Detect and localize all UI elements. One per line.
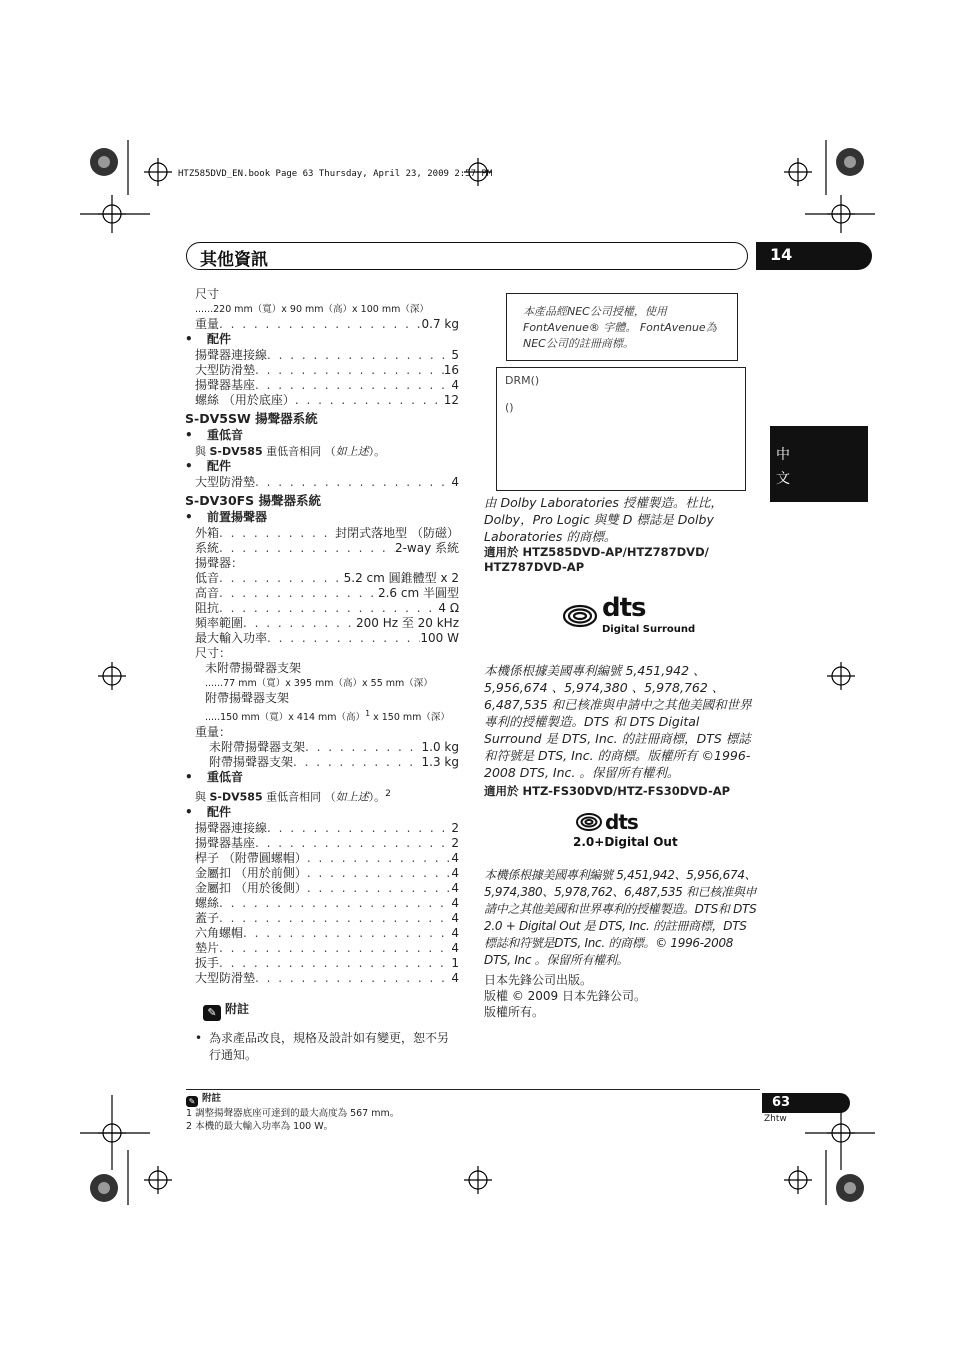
spec-row: 揚聲器基座 . . . 4 bbox=[195, 378, 459, 393]
spec-row: 蓋子 . . . 4 bbox=[195, 911, 459, 926]
sw-same: 與 S-DV585 重低音相同 （如上述）。 bbox=[195, 445, 386, 458]
fs-weight-list bbox=[195, 740, 459, 770]
note-heading: ✎ 附註 bbox=[203, 1002, 459, 1024]
pub-1: 日本先鋒公司出版。 bbox=[484, 973, 593, 987]
dts-disc-icon bbox=[562, 603, 598, 629]
sw-title: S-DV5SW 揚聲器系統 bbox=[185, 411, 318, 426]
size-label: 尺寸 bbox=[195, 287, 220, 301]
chapter-badge: 14 bbox=[756, 242, 872, 270]
note-icon: ✎ bbox=[203, 1005, 221, 1021]
footer-rule bbox=[186, 1089, 760, 1090]
left-column bbox=[185, 287, 459, 1064]
fs-specs2 bbox=[195, 571, 459, 646]
dts-digital-out-logo bbox=[575, 812, 638, 832]
footnote-icon: ✎ bbox=[186, 1096, 198, 1107]
acc1-title: • 配件 bbox=[185, 332, 459, 348]
drm-box bbox=[496, 367, 746, 491]
fs-size-label: 尺寸： bbox=[195, 646, 232, 660]
footnote-heading: ✎ 附註 bbox=[186, 1092, 399, 1107]
spec-row: 大型防滑墊 . . . 4 bbox=[195, 475, 459, 490]
pub-2: 版權 © 2009 日本先鋒公司。 bbox=[484, 989, 646, 1003]
fs-weight-label: 重量： bbox=[195, 725, 232, 740]
page-number-badge: 63 bbox=[762, 1093, 850, 1113]
speaker-label: 揚聲器： bbox=[195, 556, 244, 570]
footnotes bbox=[186, 1092, 399, 1133]
header-bar bbox=[186, 242, 748, 270]
spec-row: 外箱 . . . 封閉式落地型 （防磁） bbox=[195, 526, 459, 541]
sw-acc-title: • 配件 bbox=[185, 459, 459, 475]
fs-acc-list bbox=[195, 821, 459, 986]
note-body: • 為求產品改良，規格及設計如有變更，恕不另行通知。 bbox=[195, 1030, 450, 1062]
drm-title: DRM() bbox=[505, 374, 540, 387]
dts2-text: 本機係根據美國專利編號 5,451,942、5,956,674、5,974,380、5,978,762、6,487,535 和已核准與申請中之其他美國和世界專利的授權製造。DTS和 DTS 2.0 + Digital Out 是 DTS, Inc. 的註冊商標，DTS 標誌和符號是DTS, Inc. 的商標。© 1996-2008 DTS, Inc 。保留所有權利。 bbox=[484, 868, 757, 967]
fs-same: 與 S-DV585 重低音相同 （如上述）。$^2$ bbox=[195, 788, 391, 804]
spec-row: 未附帶揚聲器支架 . . . 1.0 kg bbox=[209, 740, 459, 755]
language-tab bbox=[770, 426, 868, 502]
dts1-text: 本機係根據美國專利編號 5,451,942 、5,956,674 、5,974,380 、5,978,762 、6,487,535 和已核准與申請中之其他美國和世界專利的授權製造。DTS 和 DTS Digital Surround 是 DTS, Inc. 的註冊商標，DTS 標誌和符號是 DTS, Inc. 的商標。版權所有 ©1996-2008 DTS, Inc. 。保留所有權利。 bbox=[484, 663, 752, 780]
spec-row: 揚聲器連接線 . . . 5 bbox=[195, 348, 459, 363]
lang-char-1: 中 bbox=[776, 447, 790, 463]
size-value: ......220 mm（寬）x 90 mm（高）x 100 mm（深） bbox=[195, 304, 429, 315]
spec-row: 最大輸入功率 . . . 100 W bbox=[195, 631, 459, 646]
page-lang: Zhtw bbox=[764, 1114, 787, 1124]
fs-size-a: ......77 mm（寬）x 395 mm（高）x 55 mm（深） bbox=[205, 678, 433, 689]
spec-row: 金屬扣 （用於前側） . . . 4 bbox=[195, 866, 459, 881]
print-info: HTZ585DVD_EN.book Page 63 Thursday, April 23, 2009 2:57 PM bbox=[178, 169, 493, 179]
footnote-2: 2 本機的最大輸入功率為 100 W。 bbox=[186, 1121, 334, 1132]
spec-row: 墊片 . . . 4 bbox=[195, 941, 459, 956]
pub-3: 版權所有。 bbox=[484, 1005, 545, 1019]
sw-sub-title: • 重低音 bbox=[185, 428, 459, 444]
fs-size-b-label: 附帶揚聲器支架 bbox=[205, 691, 290, 705]
fs-acc-title: • 配件 bbox=[185, 805, 459, 821]
dolby-text: 由 Dolby Laboratories 授權製造。杜比，Dolby，Pro Logic 與雙 D 標誌是 Dolby Laboratories 的商標。 bbox=[484, 495, 723, 544]
spec-row: 揚聲器基座 . . . 2 bbox=[195, 836, 459, 851]
nec-box: 本產品經NEC公司授權，使用 FontAvenue® 字體。 FontAvenue為 NEC公司的註冊商標。 bbox=[506, 293, 738, 361]
spec-row: 螺絲 . . . 4 bbox=[195, 896, 459, 911]
spec-row: 扳手 . . . 1 bbox=[195, 956, 459, 971]
fs-front-title: • 前置揚聲器 bbox=[185, 510, 459, 526]
spec-row: 桿子 （附帶圓螺帽） . . . 4 bbox=[195, 851, 459, 866]
apply-2: 適用於 HTZ-FS30DVD/HTZ-FS30DVD-AP bbox=[484, 784, 731, 798]
spec-row: 六角螺帽 . . . 4 bbox=[195, 926, 459, 941]
spec-row: 阻抗 . . . 4 Ω bbox=[195, 601, 459, 616]
acc1-list bbox=[195, 348, 459, 408]
footnote-1: 1 調整揚聲器底座可達到的最大高度為 567 mm。 bbox=[186, 1108, 400, 1119]
dts-sub-1: Digital Surround bbox=[602, 624, 696, 635]
spec-row: 金屬扣 （用於後側） . . . 4 bbox=[195, 881, 459, 896]
drm-text: () bbox=[505, 401, 514, 414]
spec-row: 揚聲器連接線 . . . 2 bbox=[195, 821, 459, 836]
dts-disc-icon-2 bbox=[575, 812, 603, 832]
spec-row: 大型防滑墊 . . . 4 bbox=[195, 971, 459, 986]
fs-size-a-label: 未附帶揚聲器支架 bbox=[205, 661, 302, 675]
sw-acc-list bbox=[195, 475, 459, 490]
lang-char-2: 文 bbox=[776, 471, 790, 487]
weight-row: 重量 . . . 0.7 kg bbox=[195, 317, 459, 332]
spec-row: 低音 . . . 5.2 cm 圓錐體型 x 2 bbox=[195, 571, 459, 586]
publisher-block bbox=[484, 972, 760, 1020]
spec-row: 附帶揚聲器支架 . . . 1.3 kg bbox=[209, 755, 459, 770]
spec-row: 系統 . . . 2-way 系統 bbox=[195, 541, 459, 556]
dts-word-2: dts bbox=[605, 810, 638, 834]
fs-specs bbox=[195, 526, 459, 556]
page-title: 其他資訊 bbox=[200, 250, 268, 270]
dts-digital-surround-logo bbox=[562, 593, 696, 635]
dts-sub-2: 2.0+Digital Out bbox=[573, 835, 678, 849]
fs-sub-title: • 重低音 bbox=[185, 770, 459, 786]
spec-row: 大型防滑墊 . . . 16 bbox=[195, 363, 459, 378]
spec-row: 高音 . . . 2.6 cm 半圓型 bbox=[195, 586, 459, 601]
apply-1: 適用於 HTZ585DVD-AP/HTZ787DVD/ HTZ787DVD-AP bbox=[484, 545, 709, 574]
spec-row: 頻率範圍 . . . 200 Hz 至 20 kHz bbox=[195, 616, 459, 631]
fs-title: S-DV30FS 揚聲器系統 bbox=[185, 493, 322, 508]
fs-size-b: .....150 mm（寬）x 414 mm（高）$^1$ x 150 mm（深） bbox=[205, 709, 450, 724]
spec-row: 螺絲 （用於底座） . . . 12 bbox=[195, 393, 459, 408]
dts-word-1: dts bbox=[602, 593, 646, 623]
